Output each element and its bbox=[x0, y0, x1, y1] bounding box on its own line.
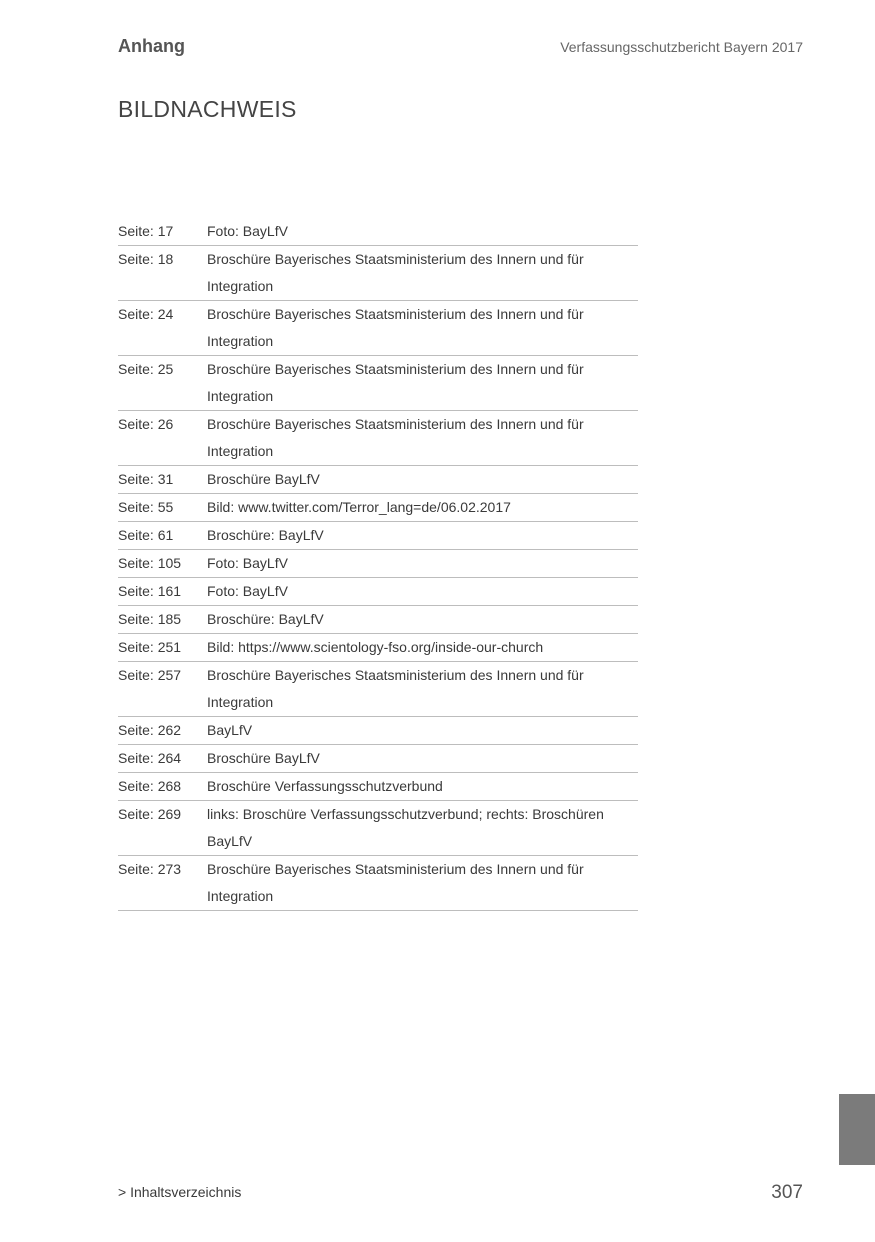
credit-source: Bild: www.twitter.com/Terror_lang=de/06.02.2017 bbox=[207, 499, 511, 515]
credit-page: Seite: 31 bbox=[118, 471, 174, 487]
image-credits-table bbox=[118, 218, 638, 911]
credit-source: Broschüre Bayerisches Staatsministerium des Innern und für Integration bbox=[207, 667, 584, 710]
credit-page: Seite: 26 bbox=[118, 416, 174, 432]
section-label: Anhang bbox=[118, 36, 185, 56]
credit-row bbox=[118, 301, 638, 356]
credit-source: Broschüre Bayerisches Staatsministerium des Innern und für Integration bbox=[207, 861, 584, 904]
credit-source: Broschüre: BayLfV bbox=[207, 611, 324, 627]
credit-row bbox=[118, 246, 638, 301]
credit-row bbox=[118, 466, 638, 494]
credit-source: Foto: BayLfV bbox=[207, 555, 288, 571]
credit-source: Bild: https://www.scientology-fso.org/inside-our-church bbox=[207, 639, 544, 655]
credit-row bbox=[118, 550, 638, 578]
document-title: Verfassungsschutzbericht Bayern 2017 bbox=[560, 39, 803, 55]
credit-page: Seite: 257 bbox=[118, 667, 182, 683]
credit-source: Foto: BayLfV bbox=[207, 223, 288, 239]
table-of-contents-link[interactable]: > Inhaltsverzeichnis bbox=[118, 1184, 242, 1200]
credit-page: Seite: 269 bbox=[118, 806, 182, 822]
credit-page: Seite: 268 bbox=[118, 778, 182, 794]
credit-source: Broschüre Bayerisches Staatsministerium des Innern und für Integration bbox=[207, 251, 584, 294]
credit-row bbox=[118, 745, 638, 773]
credit-page: Seite: 185 bbox=[118, 611, 182, 627]
credit-source: Broschüre Bayerisches Staatsministerium des Innern und für Integration bbox=[207, 306, 584, 349]
credit-source: Broschüre Verfassungsschutzverbund bbox=[207, 778, 443, 794]
credit-source: Broschüre BayLfV bbox=[207, 471, 320, 487]
credit-row bbox=[118, 606, 638, 634]
credit-source: Foto: BayLfV bbox=[207, 583, 288, 599]
credit-row bbox=[118, 356, 638, 411]
credit-page: Seite: 61 bbox=[118, 527, 174, 543]
page-title: BILDNACHWEIS bbox=[118, 96, 297, 122]
credit-page: Seite: 24 bbox=[118, 306, 174, 322]
credit-row bbox=[118, 773, 638, 801]
credit-page: Seite: 105 bbox=[118, 555, 182, 571]
credit-page: Seite: 18 bbox=[118, 251, 174, 267]
credit-row bbox=[118, 634, 638, 662]
credit-source: Broschüre Bayerisches Staatsministerium des Innern und für Integration bbox=[207, 416, 584, 459]
credit-row bbox=[118, 662, 638, 717]
credit-row bbox=[118, 856, 638, 911]
credit-page: Seite: 251 bbox=[118, 639, 182, 655]
credit-source: Broschüre BayLfV bbox=[207, 750, 320, 766]
credit-source: Broschüre: BayLfV bbox=[207, 527, 324, 543]
page-number: 307 bbox=[771, 1182, 803, 1203]
credit-page: Seite: 273 bbox=[118, 861, 182, 877]
credit-row bbox=[118, 411, 638, 466]
credit-row bbox=[118, 522, 638, 550]
credit-source: Broschüre Bayerisches Staatsministerium des Innern und für Integration bbox=[207, 361, 584, 404]
credit-page: Seite: 161 bbox=[118, 583, 182, 599]
credit-page: Seite: 55 bbox=[118, 499, 174, 515]
credit-source: BayLfV bbox=[207, 722, 253, 738]
credit-page: Seite: 25 bbox=[118, 361, 174, 377]
credit-row bbox=[118, 218, 638, 246]
credit-row bbox=[118, 801, 638, 856]
credit-page: Seite: 262 bbox=[118, 722, 182, 738]
credit-row bbox=[118, 717, 638, 745]
credit-page: Seite: 264 bbox=[118, 750, 182, 766]
credit-row bbox=[118, 494, 638, 522]
credit-source: links: Broschüre Verfassungsschutzverbund; rechts: Broschüren BayLfV bbox=[207, 806, 604, 849]
chapter-tab bbox=[839, 1094, 875, 1165]
credit-page: Seite: 17 bbox=[118, 223, 174, 239]
credit-row bbox=[118, 578, 638, 606]
